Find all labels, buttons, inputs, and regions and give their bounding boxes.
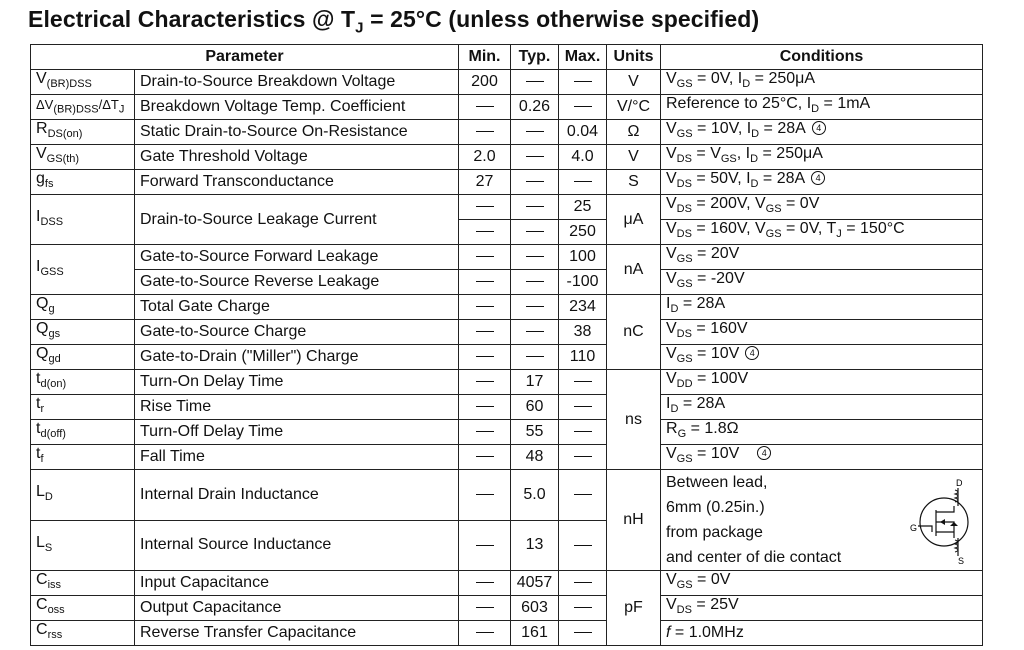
table-row [31,145,983,170]
max-value: 110 [559,345,607,370]
table-row [31,120,983,145]
condition: $V_{DS} = 25V$ [661,596,983,621]
dash [574,494,592,495]
parameter-name: Internal Drain Inductance [135,470,459,521]
dash [476,356,494,357]
unit: μA [607,195,661,245]
unit: nH [607,470,661,571]
dash [574,582,592,583]
min-value [459,195,511,220]
min-value [459,520,511,571]
typ-value [511,145,559,170]
min-value [459,270,511,295]
symbol: $t_{d(on)}$ [31,370,135,395]
typ-value [511,295,559,320]
min-value [459,395,511,420]
symbol: $R_{DS(on)}$ [31,120,135,145]
typ-value: 161 [511,621,559,646]
unit: V [607,145,661,170]
typ-value: 0.26 [511,95,559,120]
table-row [31,420,983,445]
parameter-name: Gate Threshold Voltage [135,145,459,170]
typ-value [511,270,559,295]
max-value: 250 [559,220,607,245]
parameter-name: Reverse Transfer Capacitance [135,621,459,646]
typ-value [511,120,559,145]
max-value [559,571,607,596]
max-value: 25 [559,195,607,220]
typ-value [511,170,559,195]
parameter-name: Gate-to-Drain ("Miller") Charge [135,345,459,370]
typ-value [511,70,559,95]
typ-value: 603 [511,596,559,621]
header-row [31,45,983,70]
parameter-name: Drain-to-Source Breakdown Voltage [135,70,459,95]
parameter-name: Forward Transconductance [135,170,459,195]
condition: $I_D = 28A$ [661,395,983,420]
symbol: $C_{iss}$ [31,571,135,596]
min-value: 200 [459,70,511,95]
symbol: $t_r$ [31,395,135,420]
dash [526,256,544,257]
table-row [31,295,983,320]
table-row [31,621,983,646]
inductance-condition [661,470,983,571]
dash [574,545,592,546]
header-typ: Typ. [511,45,559,70]
dash [526,306,544,307]
max-value: 234 [559,295,607,320]
symbol: $I_{DSS}$ [31,195,135,245]
max-value [559,445,607,470]
typ-value: 13 [511,520,559,571]
min-value [459,470,511,521]
typ-value: 48 [511,445,559,470]
max-value [559,621,607,646]
table-row [31,470,983,521]
parameter-name: Breakdown Voltage Temp. Coefficient [135,95,459,120]
dash [526,231,544,232]
table-row [31,270,983,295]
unit: nC [607,295,661,370]
dash [526,331,544,332]
condition: $V_{DD} = 100V$ [661,370,983,395]
dash [476,256,494,257]
symbol: $t_f$ [31,445,135,470]
parameter-name: Gate-to-Source Reverse Leakage [135,270,459,295]
condition: $V_{GS} = 0V$ [661,571,983,596]
dash [574,431,592,432]
dash [574,632,592,633]
symbol: $Q_{gs}$ [31,320,135,345]
symbol: $L_S$ [31,520,135,571]
symbol: $Q_g$ [31,295,135,320]
header-conditions: Conditions [661,45,983,70]
symbol: $t_{d(off)}$ [31,420,135,445]
dash [526,206,544,207]
dash [574,381,592,382]
typ-value [511,195,559,220]
condition: $V_{GS} = 20V$ [661,245,983,270]
table-row [31,70,983,95]
min-value [459,295,511,320]
dash [574,456,592,457]
typ-value [511,245,559,270]
table-row [31,445,983,470]
condition: $R_G = 1.8\Omega$ [661,420,983,445]
typ-value [511,320,559,345]
table-row [31,320,983,345]
condition: $V_{DS} = 160V$ [661,320,983,345]
dash [476,545,494,546]
dash [476,456,494,457]
unit: Ω [607,120,661,145]
max-value [559,95,607,120]
symbol: $V_{(BR)DSS}$ [31,70,135,95]
table-row [31,170,983,195]
table-row [31,345,983,370]
electrical-characteristics-table [30,44,983,646]
min-value [459,445,511,470]
typ-value: 55 [511,420,559,445]
max-value [559,370,607,395]
condition: Reference to 25°C, $I_D = 1mA$ [661,95,983,120]
condition: $V_{DS} = 50V$, $I_D = 28A$ 4 [661,170,983,195]
unit: V/°C [607,95,661,120]
parameter-name: Gate-to-Source Charge [135,320,459,345]
max-value [559,170,607,195]
table-row [31,370,983,395]
max-value: 100 [559,245,607,270]
unit: S [607,170,661,195]
dash [476,206,494,207]
header-parameter: Parameter [31,45,459,70]
max-value [559,420,607,445]
dash [574,181,592,182]
condition-line: 6mm (0.25in.) [666,499,765,516]
condition-line: and center of die contact [666,549,842,566]
min-value [459,571,511,596]
table-row [31,571,983,596]
min-value: 2.0 [459,145,511,170]
table-row [31,95,983,120]
min-value [459,220,511,245]
condition: $V_{GS} = 10V$, $I_D = 28A$ 4 [661,120,983,145]
max-value [559,520,607,571]
min-value [459,621,511,646]
drain-label: D [956,478,963,488]
symbol: $I_{GSS}$ [31,245,135,295]
max-value [559,395,607,420]
parameter-name: Turn-Off Delay Time [135,420,459,445]
max-value [559,70,607,95]
unit: pF [607,571,661,646]
table-row [31,596,983,621]
parameter-name: Total Gate Charge [135,295,459,320]
min-value [459,320,511,345]
symbol: $\Delta V_{(BR)DSS}/\Delta T_J$ [31,95,135,120]
min-value [459,95,511,120]
parameter-name: Rise Time [135,395,459,420]
dash [574,607,592,608]
parameter-name: Input Capacitance [135,571,459,596]
dash [526,156,544,157]
dash [476,106,494,107]
dash [476,231,494,232]
dash [526,81,544,82]
dash [526,281,544,282]
unit: V [607,70,661,95]
symbol: $L_D$ [31,470,135,521]
symbol: $g_{fs}$ [31,170,135,195]
dash [476,431,494,432]
condition: $I_D = 28A$ [661,295,983,320]
min-value [459,245,511,270]
dash [476,632,494,633]
symbol: $V_{GS(th)}$ [31,145,135,170]
dash [476,494,494,495]
condition: $V_{GS} = -20V$ [661,270,983,295]
dash [476,381,494,382]
parameter-name: Internal Source Inductance [135,520,459,571]
typ-value [511,345,559,370]
dash [526,131,544,132]
dash [574,406,592,407]
typ-value: 60 [511,395,559,420]
parameter-name: Turn-On Delay Time [135,370,459,395]
condition: $V_{DS} = 200V$, $V_{GS} = 0V$ [661,195,983,220]
min-value [459,345,511,370]
dash [526,356,544,357]
note-marker: 4 [745,346,759,360]
max-value [559,470,607,521]
parameter-name: Output Capacitance [135,596,459,621]
max-value [559,596,607,621]
condition: $V_{GS} = 10V$ 4 [661,345,983,370]
symbol: $C_{oss}$ [31,596,135,621]
min-value [459,420,511,445]
parameter-name: Static Drain-to-Source On-Resistance [135,120,459,145]
parameter-name: Drain-to-Source Leakage Current [135,195,459,245]
dash [574,81,592,82]
dash [476,281,494,282]
table-row [31,195,983,220]
typ-value: 17 [511,370,559,395]
parameter-name: Fall Time [135,445,459,470]
min-value [459,596,511,621]
symbol: $Q_{gd}$ [31,345,135,370]
mosfet-symbol-icon [910,476,976,566]
max-value: 0.04 [559,120,607,145]
header-max: Max. [559,45,607,70]
dash [526,181,544,182]
condition: $V_{DS} = 160V$, $V_{GS} = 0V$, $T_J = 150^\circ C$ [661,220,983,245]
dash [476,607,494,608]
max-value: 38 [559,320,607,345]
condition: $V_{GS} = 0V$, $I_D = 250\mu A$ [661,70,983,95]
condition-line: from package [666,524,763,541]
min-value [459,370,511,395]
note-marker: 4 [757,446,771,460]
max-value: 4.0 [559,145,607,170]
note-marker: 4 [812,121,826,135]
typ-value [511,220,559,245]
condition-line: Between lead, [666,474,768,491]
unit: ns [607,370,661,470]
unit: nA [607,245,661,295]
gate-label: G [910,523,918,533]
condition: $V_{DS} = V_{GS}$, $I_D = 250\mu A$ [661,145,983,170]
dash [476,306,494,307]
max-value: -100 [559,270,607,295]
dash [476,131,494,132]
header-units: Units [607,45,661,70]
source-label: S [958,556,965,566]
min-value [459,120,511,145]
condition: $V_{GS} = 10V$ 4 [661,445,983,470]
table-row [31,395,983,420]
typ-value: 5.0 [511,470,559,521]
table-row [31,245,983,270]
dash [476,582,494,583]
header-min: Min. [459,45,511,70]
dash [476,406,494,407]
typ-value: 4057 [511,571,559,596]
dash [574,106,592,107]
dash [476,331,494,332]
parameter-name: Gate-to-Source Forward Leakage [135,245,459,270]
note-marker: 4 [811,171,825,185]
symbol: $C_{rss}$ [31,621,135,646]
min-value: 27 [459,170,511,195]
page-title: Electrical Characteristics @ $T_J = 25^\circ C$ (unless otherwise specified) [28,6,760,37]
condition: f = 1.0MHz [661,621,983,646]
